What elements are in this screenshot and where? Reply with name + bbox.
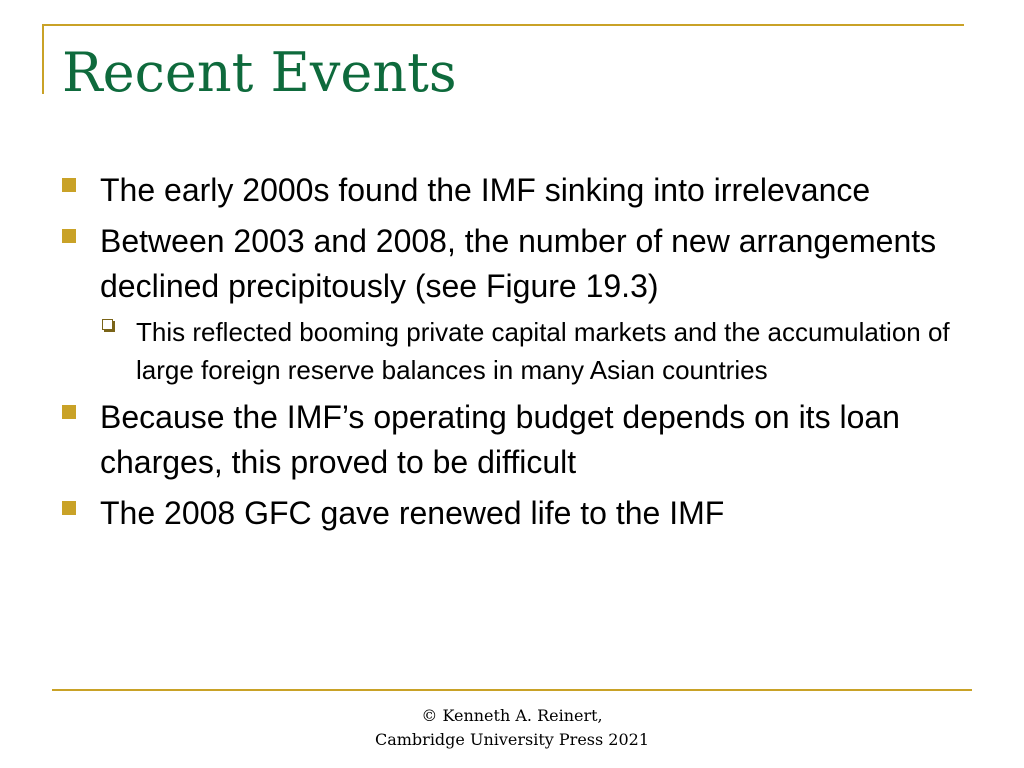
sub-bullet-text: This reflected booming private capital markets and the accumulation of large foreign reserve balances in many Asian countries [136, 317, 950, 385]
footer-line-2: Cambridge University Press 2021 [374, 730, 650, 749]
top-rule [42, 24, 964, 26]
footer-line-1: © Kenneth A. Reinert, [421, 706, 603, 725]
bottom-rule [52, 689, 972, 691]
bullet-item [62, 491, 962, 536]
bullet-item [62, 168, 962, 213]
bullet-item [62, 395, 962, 485]
left-rule [42, 24, 44, 94]
square-bullet-icon [62, 178, 76, 192]
hollow-square-bullet-icon [102, 319, 113, 330]
bullet-text: Between 2003 and 2008, the number of new arrangements declined precipitously (see Figure 19.3) [100, 223, 937, 304]
bullet-list [62, 168, 962, 542]
footer-copyright [0, 704, 1024, 752]
square-bullet-icon [62, 405, 76, 419]
bullet-text: The 2008 GFC gave renewed life to the IMF [100, 495, 725, 531]
bullet-item [62, 219, 962, 309]
square-bullet-icon [62, 229, 76, 243]
bullet-text: Because the IMF’s operating budget depends on its loan charges, this proved to be difficult [100, 399, 900, 480]
slide-title: Recent Events [62, 41, 457, 104]
square-bullet-icon [62, 501, 76, 515]
sub-bullet-item [100, 313, 962, 389]
bullet-text: The early 2000s found the IMF sinking into irrelevance [100, 172, 871, 208]
